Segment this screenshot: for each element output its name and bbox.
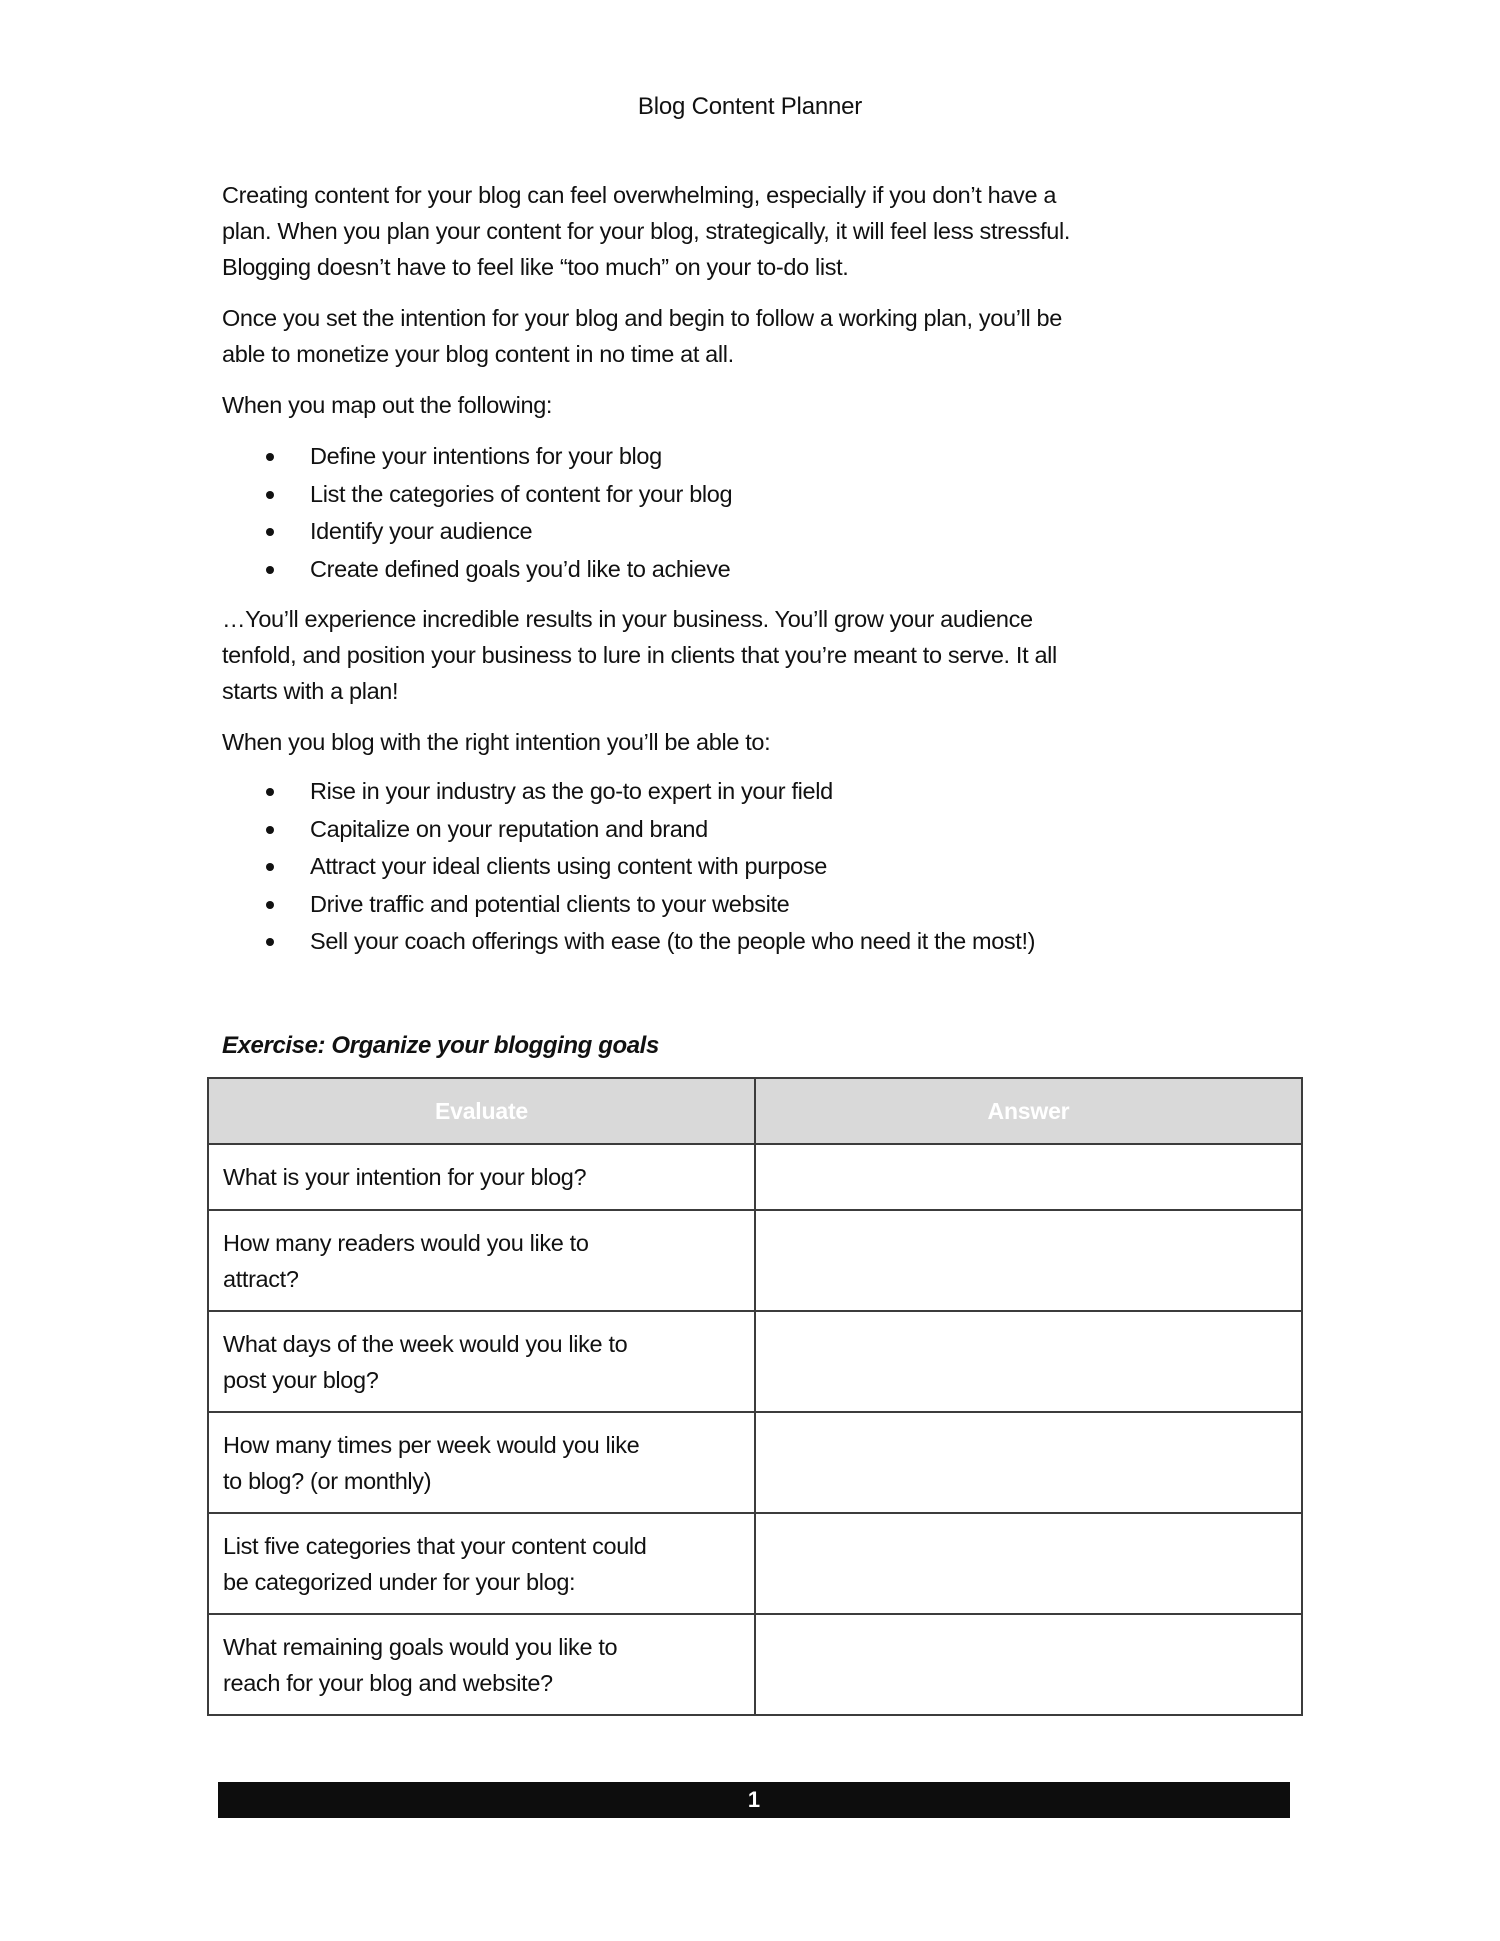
- text-line: able to monetize your blog content in no time at all.: [222, 341, 734, 367]
- list-item-text: Define your intentions for your blog: [310, 443, 662, 469]
- table-row: [208, 1210, 1302, 1311]
- bullet-icon: [266, 491, 274, 499]
- bullet-icon: [266, 453, 274, 461]
- answer-cell[interactable]: [755, 1311, 1302, 1412]
- bullet-icon: [266, 528, 274, 536]
- answer-cell[interactable]: [755, 1412, 1302, 1513]
- answer-cell[interactable]: [755, 1614, 1302, 1715]
- column-header-answer: Answer: [755, 1078, 1302, 1144]
- question-cell: [208, 1513, 755, 1614]
- text-line: …You’ll experience incredible results in your business. You’ll grow your audience: [222, 606, 1033, 632]
- table-header-row: [208, 1078, 1302, 1144]
- table-row: [208, 1311, 1302, 1412]
- text-line: starts with a plan!: [222, 678, 399, 704]
- text-line: Blogging doesn’t have to feel like “too much” on your to-do list.: [222, 254, 849, 280]
- exercise-heading: Exercise: Organize your blogging goals: [222, 1032, 659, 1059]
- answer-cell[interactable]: [755, 1210, 1302, 1311]
- goals-table: [207, 1077, 1303, 1716]
- answer-cell[interactable]: [755, 1513, 1302, 1614]
- results-paragraph: [222, 601, 1057, 709]
- table-row: [208, 1144, 1302, 1210]
- text-line: Once you set the intention for your blog and begin to follow a working plan, you’ll be: [222, 305, 1062, 331]
- table-row: [208, 1412, 1302, 1513]
- list-item-text: Drive traffic and potential clients to your website: [310, 890, 790, 917]
- question-cell: [208, 1210, 755, 1311]
- list-item-text: Attract your ideal clients using content with purpose: [310, 853, 828, 879]
- table-row: [208, 1614, 1302, 1715]
- page-title: Blog Content Planner: [637, 93, 863, 120]
- question-line: attract?: [223, 1265, 299, 1292]
- question-line: What remaining goals would you like to: [223, 1633, 618, 1660]
- question-line: reach for your blog and website?: [223, 1669, 553, 1696]
- question-line: How many times per week would you like: [223, 1431, 640, 1458]
- list-item-text: List the categories of content for your blog: [310, 480, 733, 507]
- list-item-text: Rise in your industry as the go-to expert in your field: [310, 778, 833, 804]
- text-line: When you blog with the right intention you’ll be able to:: [222, 729, 771, 755]
- page-footer-bar: [218, 1782, 1290, 1818]
- question-line: to blog? (or monthly): [223, 1467, 432, 1494]
- bullet-icon: [266, 901, 274, 909]
- list-item-text: Capitalize on your reputation and brand: [310, 815, 708, 842]
- text-line: plan. When you plan your content for your blog, strategically, it will feel less stressful.: [222, 218, 1071, 244]
- table-row: [208, 1513, 1302, 1614]
- question-line: be categorized under for your blog:: [223, 1568, 576, 1595]
- question-line: What days of the week would you like to: [223, 1330, 628, 1357]
- bullet-icon: [266, 826, 274, 834]
- question-line: List five categories that your content could: [223, 1532, 647, 1559]
- bullet-icon: [266, 566, 274, 574]
- list-item-text: Create defined goals you’d like to achieve: [310, 555, 731, 582]
- answer-cell[interactable]: [755, 1144, 1302, 1210]
- text-line: When you map out the following:: [222, 392, 553, 418]
- list-item-text: Identify your audience: [310, 518, 533, 544]
- bullet-icon: [266, 788, 274, 796]
- column-header-evaluate: Evaluate: [208, 1078, 755, 1144]
- question-cell: [208, 1144, 755, 1210]
- benefits-lead: [222, 724, 770, 760]
- map-out-lead: [222, 387, 552, 423]
- question-line: What is your intention for your blog?: [223, 1164, 587, 1190]
- question-cell: [208, 1311, 755, 1412]
- text-line: Creating content for your blog can feel overwhelming, especially if you don’t have a: [222, 182, 1057, 208]
- text-line: tenfold, and position your business to lure in clients that you’re meant to serve. It all: [222, 642, 1057, 668]
- question-cell: [208, 1412, 755, 1513]
- bullet-icon: [266, 863, 274, 871]
- question-cell: [208, 1614, 755, 1715]
- page-number: 1: [747, 1787, 761, 1812]
- bullet-icon: [266, 938, 274, 946]
- list-item-text: Sell your coach offerings with ease (to the people who need it the most!): [310, 928, 1036, 954]
- question-line: How many readers would you like to: [223, 1229, 589, 1256]
- intro-paragraph-2: [222, 300, 1062, 372]
- question-line: post your blog?: [223, 1366, 379, 1393]
- intro-paragraph-1: [222, 177, 1070, 285]
